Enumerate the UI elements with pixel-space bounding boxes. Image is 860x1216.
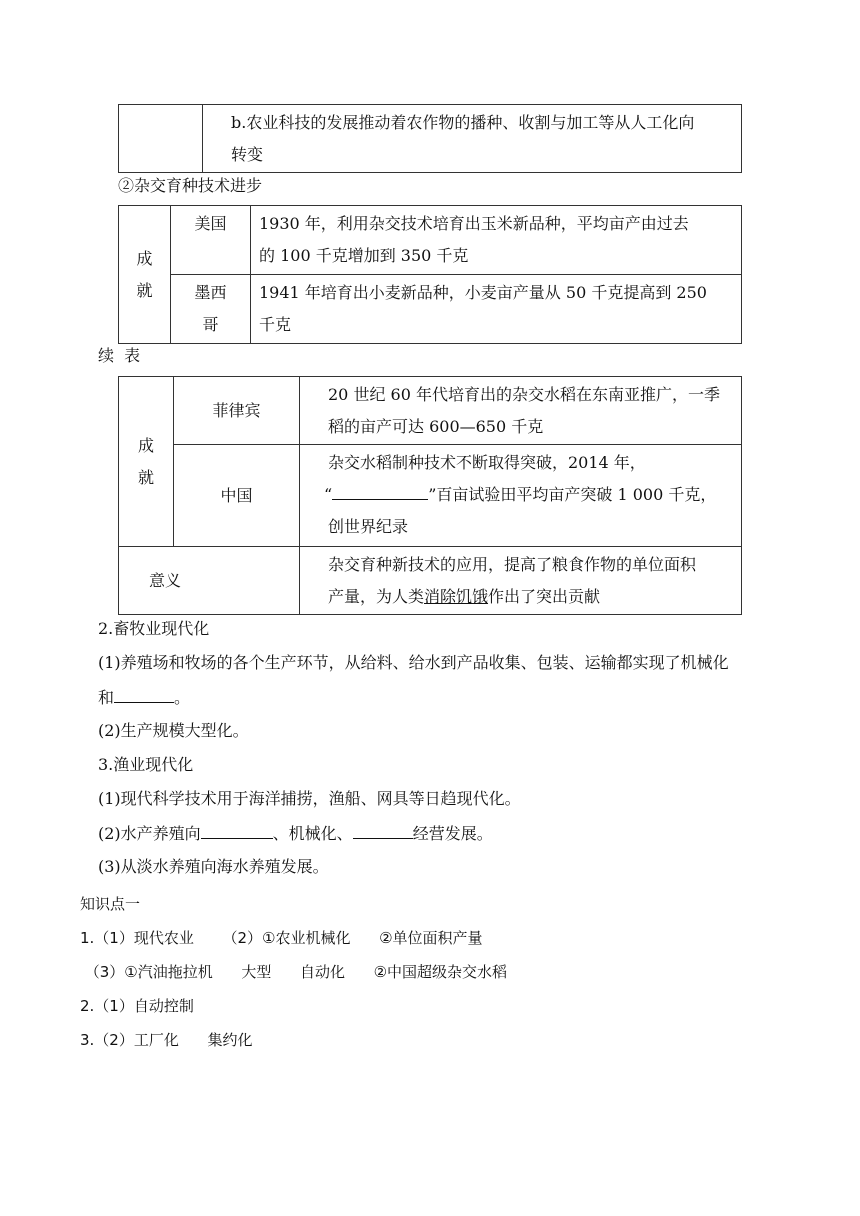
section-item: (2)生产规模大型化。: [98, 721, 249, 740]
country-label: 中国: [220, 485, 253, 505]
description-cell: [251, 206, 742, 275]
description-cell: [300, 377, 742, 445]
description-line: 杂交水稻制种技术不断取得突破，2014 年，: [328, 453, 646, 472]
fill-in-blank[interactable]: [114, 686, 174, 703]
answer-line: 1.（1）现代农业 （2）①农业机械化 ②单位面积产量: [80, 929, 483, 947]
section-text: 经营发展。: [412, 824, 493, 843]
table-empty-cell: [119, 105, 203, 173]
category-label: 成就: [138, 435, 155, 487]
description-cell: [251, 275, 742, 344]
section-item: [98, 822, 493, 845]
significance-label: 意义: [149, 570, 182, 590]
section-title: 3.渔业现代化: [98, 755, 194, 774]
section-text: 。: [174, 688, 191, 707]
answer-line: 3.（2）工厂化 集约化: [80, 1031, 253, 1049]
answer-line: 2.（1）自动控制: [80, 997, 194, 1015]
significance-text: 产量，为人类: [328, 587, 425, 606]
fill-in-blank[interactable]: [201, 822, 273, 839]
quote-open: “: [324, 485, 333, 504]
description-line: 1930 年，利用杂交技术培育出玉米新品种，平均亩产由过去: [259, 214, 689, 233]
section-text: (2)水产养殖向: [98, 824, 201, 843]
section-title: 2.畜牧业现代化: [98, 619, 210, 638]
underlined-text: 消除饥饿: [424, 587, 489, 606]
table-hybrid-achievements: [118, 205, 742, 344]
country-cell: [174, 377, 300, 445]
description-line-with-blank: [324, 479, 733, 511]
country-cell: [171, 206, 251, 275]
table-continuation: [118, 104, 742, 173]
description-cell: [300, 445, 742, 547]
answer-line: （3）①汽油拖拉机 大型 自动化 ②中国超级杂交水稻: [80, 963, 508, 981]
section-item: (3)从淡水养殖向海水养殖发展。: [98, 857, 329, 876]
description-line: 1941 年培育出小麦新品种，小麦亩产量从 50 千克提高到 250: [259, 283, 707, 302]
section-text: 和: [98, 688, 115, 707]
significance-cell: [300, 547, 742, 615]
table-text-line: b.农业科技的发展推动着农作物的播种、收割与加工等从人工化向: [231, 113, 695, 132]
country-label: 美国: [194, 214, 227, 233]
country-cell: [171, 275, 251, 344]
description-line: 的 100 千克增加到 350 千克: [259, 246, 469, 265]
description-line: 20 世纪 60 年代培育出的杂交水稻在东南亚推广，一季: [328, 385, 720, 404]
description-line: 千克: [259, 315, 292, 334]
table-hybrid-continued: [118, 376, 742, 615]
description-text: ”百亩试验田平均亩产突破 1 000 千克，: [428, 485, 717, 504]
significance-text: 作出了突出贡献: [488, 587, 601, 606]
country-label: 菲律宾: [212, 401, 261, 420]
section-item: [98, 686, 190, 709]
significance-line: [328, 581, 733, 613]
section-text: 、机械化、: [272, 824, 353, 843]
section-item: (1)养殖场和牧场的各个生产环节，从给料、给水到产品收集、包装、运输都实现了机械化: [98, 653, 729, 672]
country-label: 墨西哥: [194, 283, 227, 334]
description-line: 稻的亩产可达 600—650 千克: [328, 417, 544, 436]
continued-table-label: 续 表: [98, 346, 141, 365]
heading-hybrid-breeding: ②杂交育种技术进步: [118, 176, 263, 195]
category-label: 成就: [136, 248, 153, 300]
table-text-cell: [203, 105, 742, 173]
answers-title: 知识点一: [80, 895, 141, 913]
fill-in-blank[interactable]: [332, 483, 428, 500]
section-item: (1)现代科学技术用于海洋捕捞，渔船、网具等日趋现代化。: [98, 789, 521, 808]
country-cell: [174, 445, 300, 547]
significance-line: 杂交育种新技术的应用，提高了粮食作物的单位面积: [328, 555, 697, 574]
significance-label-cell: [119, 547, 300, 615]
category-cell: [119, 206, 171, 344]
fill-in-blank[interactable]: [353, 822, 413, 839]
description-line: 创世界纪录: [328, 517, 409, 536]
category-cell: [119, 377, 174, 547]
table-text-line: 转变: [231, 145, 264, 164]
